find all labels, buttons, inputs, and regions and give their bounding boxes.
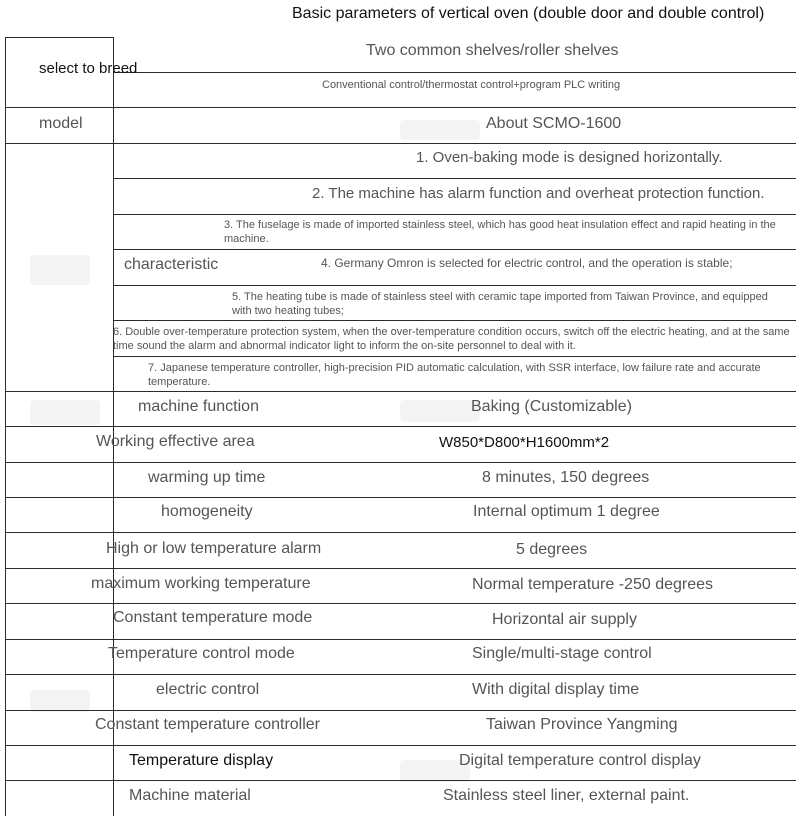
select-option-shelves: Two common shelves/roller shelves xyxy=(366,42,619,59)
row-divider xyxy=(5,639,796,640)
characteristic-item: 3. The fuselage is made of imported stainless steel, which has good heat insulation effect and rapid heating in the machine. xyxy=(224,219,776,245)
row-divider xyxy=(5,603,796,604)
row-divider xyxy=(5,143,796,144)
row-label-electric-control: electric control xyxy=(156,681,260,698)
row-label-temperature-control-mode: Temperature control mode xyxy=(108,645,295,662)
row-label-machine-material: Machine material xyxy=(129,787,251,804)
background-smudge xyxy=(30,690,90,712)
row-divider xyxy=(113,320,796,321)
row-divider xyxy=(5,391,796,392)
row-divider xyxy=(113,178,796,179)
row-divider xyxy=(5,497,796,498)
table-border-top xyxy=(5,37,113,38)
background-smudge xyxy=(400,400,480,422)
row-value-machine-function: Baking (Customizable) xyxy=(471,398,632,415)
row-label-temperature-display: Temperature display xyxy=(129,752,274,769)
row-label-homogeneity: homogeneity xyxy=(161,503,253,520)
model-value: About SCMO-1600 xyxy=(486,115,622,132)
row-value-temperature-display: Digital temperature control display xyxy=(459,752,701,769)
row-divider xyxy=(5,780,796,781)
background-smudge xyxy=(400,120,480,140)
row-value-temperature-alarm: 5 degrees xyxy=(516,541,588,558)
row-divider xyxy=(5,745,796,746)
row-divider xyxy=(113,285,796,286)
row-value-constant-temperature-mode: Horizontal air supply xyxy=(492,611,637,628)
row-divider xyxy=(113,72,796,73)
row-divider xyxy=(5,532,796,533)
background-smudge xyxy=(30,400,100,425)
row-divider xyxy=(113,356,796,357)
row-value-working-area: W850*D800*H1600mm*2 xyxy=(439,434,610,451)
row-label-max-working-temperature: maximum working temperature xyxy=(91,575,311,592)
row-value-electric-control: With digital display time xyxy=(472,681,640,698)
select-option-control: Conventional control/thermostat control+program PLC writing xyxy=(322,79,621,91)
select-to-breed-label: select to breed xyxy=(39,60,138,77)
model-label: model xyxy=(39,115,83,132)
characteristic-item: 7. Japanese temperature controller, high-precision PID automatic calculation, with SSR interface, low failure rate and accurate temperature. xyxy=(148,362,761,388)
row-divider xyxy=(5,462,796,463)
characteristic-item: 6. Double over-temperature protection system, when the over-temperature condition occurs, switch off the electric heating, and at the same time sound the alarm and abnormal indicator light to inform the on-site personnel to deal with it. xyxy=(113,326,790,352)
row-label-constant-temperature-mode: Constant temperature mode xyxy=(113,609,313,626)
row-label-warming-up-time: warming up time xyxy=(148,469,266,486)
row-value-temperature-control-mode: Single/multi-stage control xyxy=(472,645,652,662)
row-value-max-working-temperature: Normal temperature -250 degrees xyxy=(472,576,714,593)
characteristic-item: 5. The heating tube is made of stainless steel with ceramic tape imported from Taiwan Province, and equipped with two heating tubes; xyxy=(232,291,768,317)
row-label-temperature-alarm: High or low temperature alarm xyxy=(106,540,322,557)
page-title: Basic parameters of vertical oven (double door and double control) xyxy=(292,5,765,22)
background-smudge xyxy=(30,255,90,285)
characteristic-item: 4. Germany Omron is selected for electric control, and the operation is stable; xyxy=(321,256,733,270)
characteristic-item: 1. Oven-baking mode is designed horizontally. xyxy=(416,149,723,166)
characteristic-label: characteristic xyxy=(124,256,219,273)
row-label-machine-function: machine function xyxy=(138,398,259,415)
row-value-temperature-controller: Taiwan Province Yangming xyxy=(486,716,678,733)
row-divider xyxy=(113,249,796,250)
characteristic-item: 2. The machine has alarm function and overheat protection function. xyxy=(312,185,765,202)
row-label-working-area: Working effective area xyxy=(96,433,255,450)
row-divider xyxy=(5,426,796,427)
row-divider xyxy=(5,674,796,675)
row-label-temperature-controller: Constant temperature controller xyxy=(95,716,320,733)
row-value-machine-material: Stainless steel liner, external paint. xyxy=(443,787,690,804)
row-divider xyxy=(5,107,796,108)
row-divider xyxy=(113,214,796,215)
row-divider xyxy=(5,568,796,569)
row-divider xyxy=(5,710,796,711)
row-value-warming-up-time: 8 minutes, 150 degrees xyxy=(482,469,650,486)
row-value-homogeneity: Internal optimum 1 degree xyxy=(473,503,660,520)
